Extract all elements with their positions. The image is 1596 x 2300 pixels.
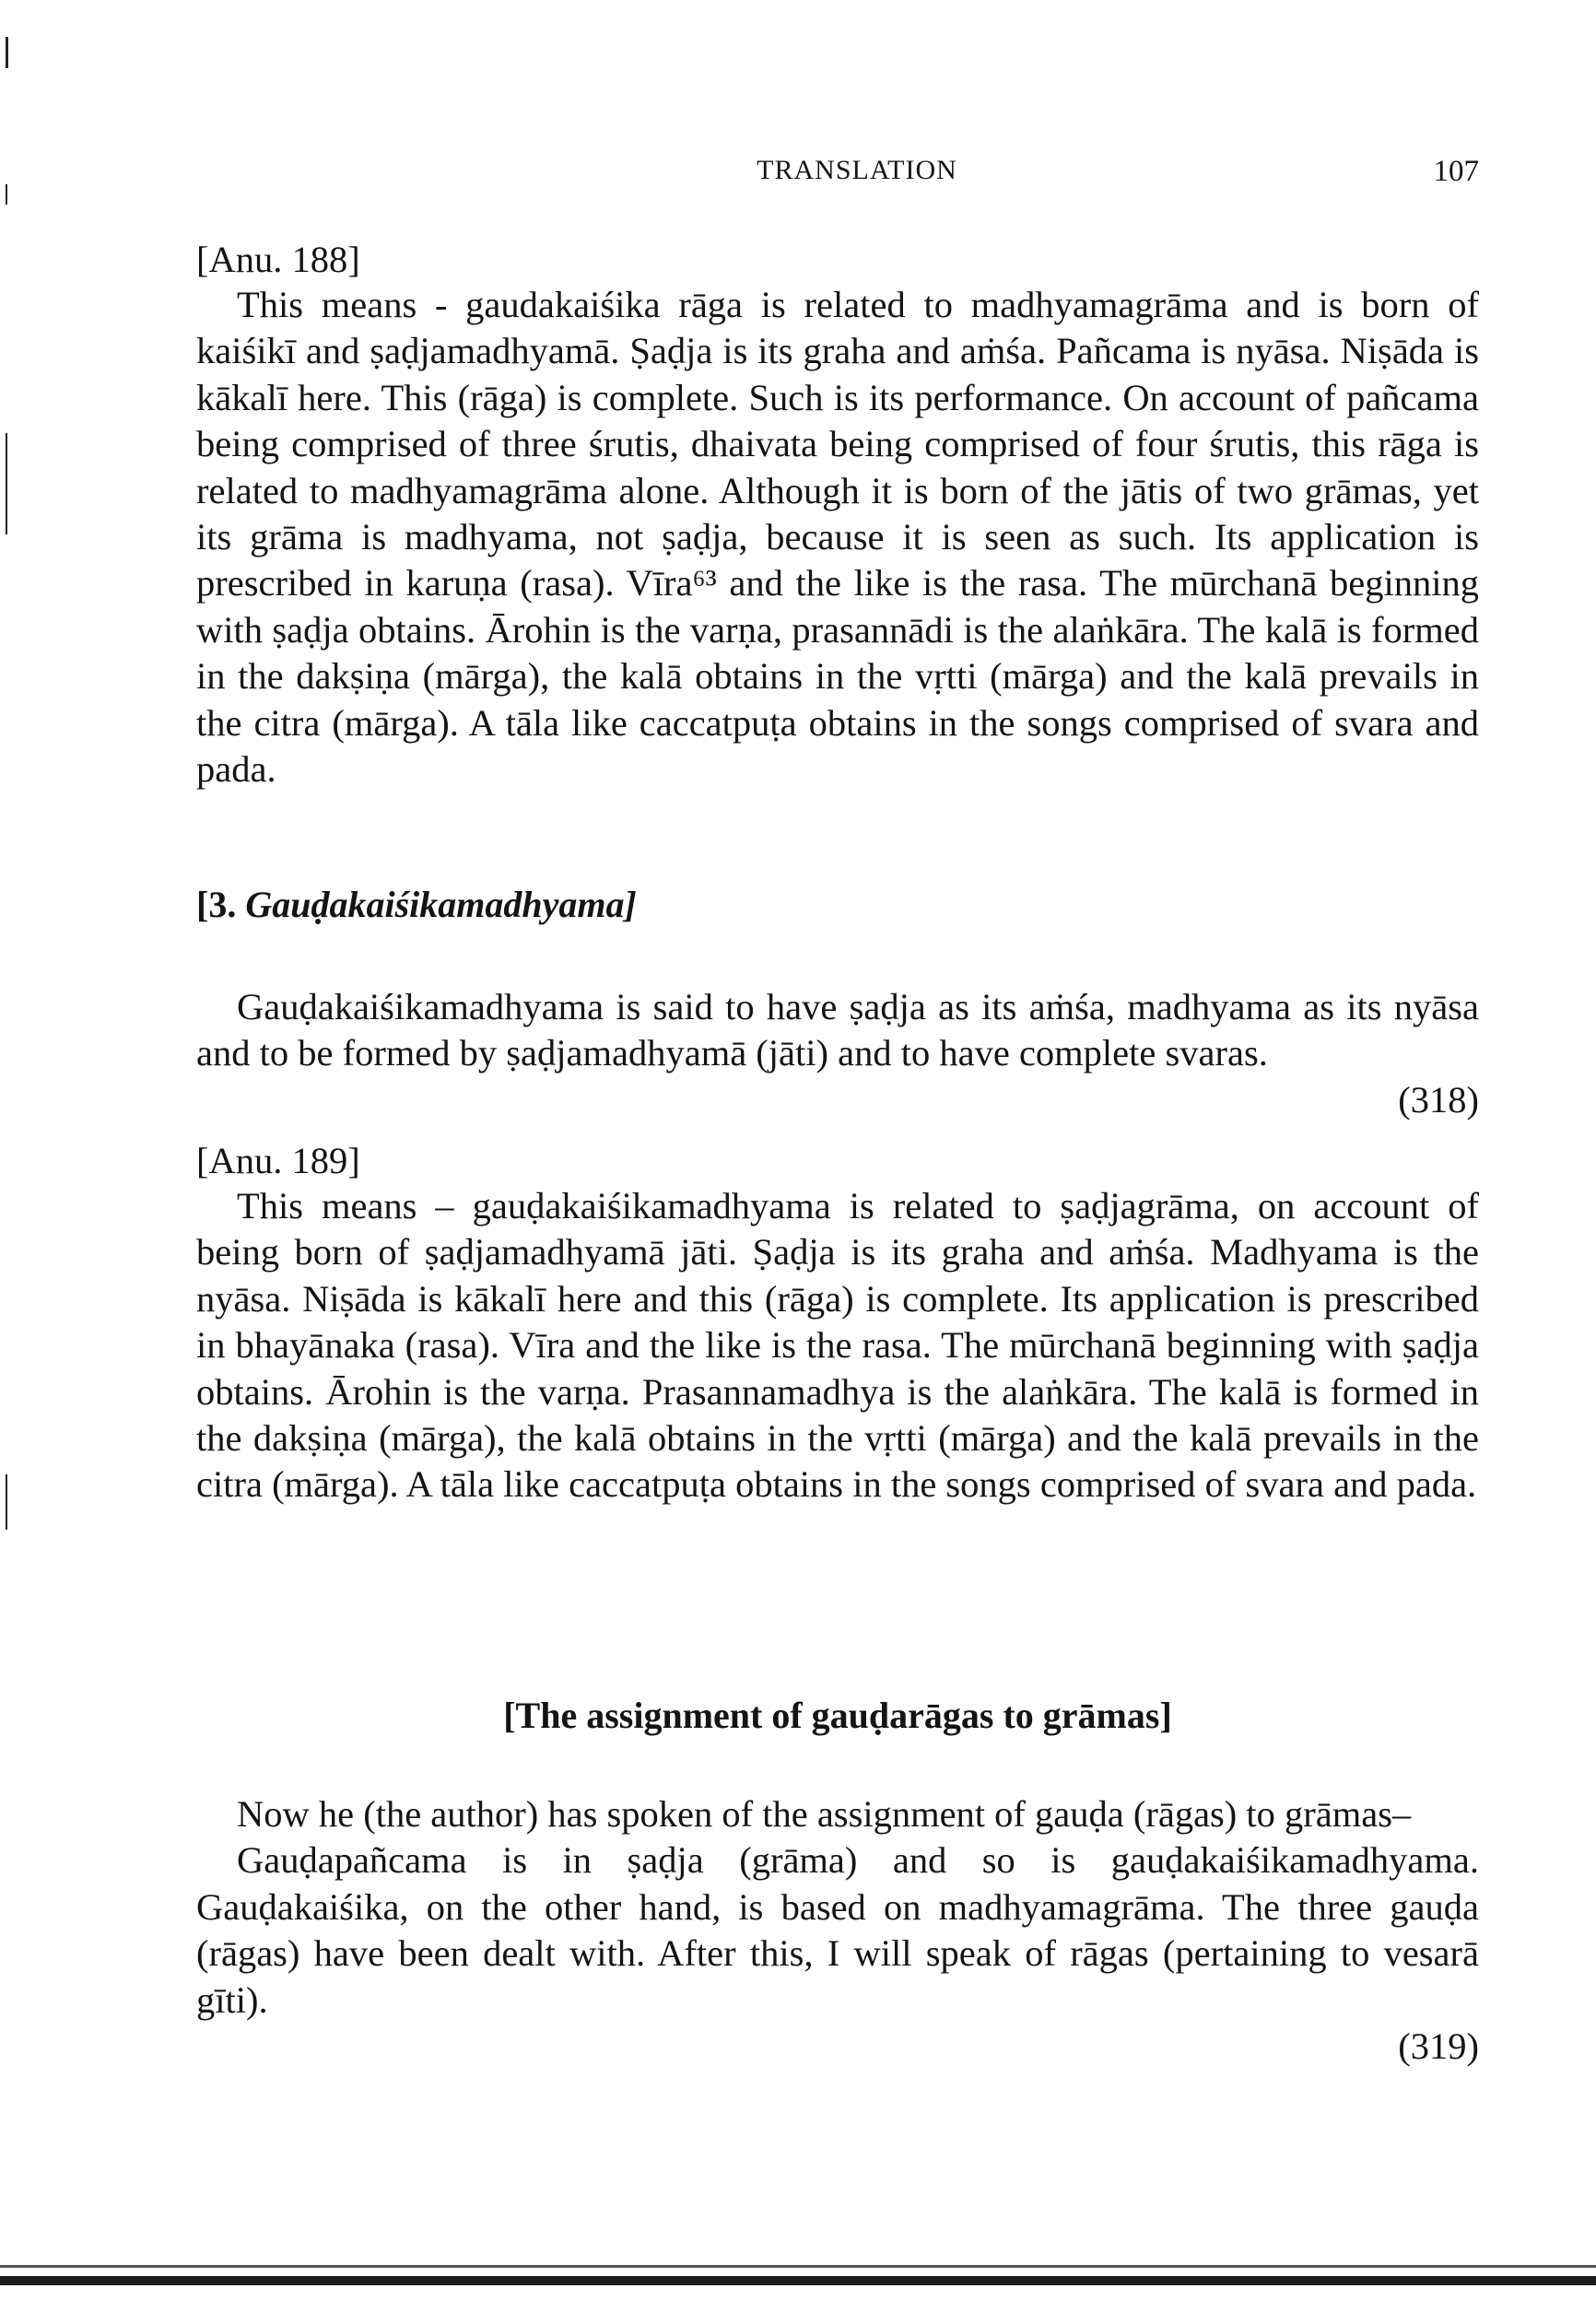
scan-gutter-mark	[6, 1474, 7, 1530]
scan-gutter-mark	[6, 433, 7, 534]
assignment-heading: [The assignment of gauḍarāgas to grāmas]	[503, 1695, 1172, 1736]
anu-189-label: [Anu. 189]	[196, 1140, 360, 1181]
verse-318-block	[196, 984, 1479, 1123]
verse-318-number: (318)	[1398, 1078, 1479, 1121]
page-header	[235, 155, 1479, 201]
commentary-paragraph: This means - gaudakaiśika rāga is related to madhyamagrāma and is born of kaiśikī and ṣaḍjamadhyamā. Ṣaḍja is its graha and aṁśa. Pañcama is nyāsa. Niṣāda is kākalī here. This (rāga) is complete. Such is its performance. On account of pañcama being comprised of three śrutis, dhaivata being comprised of four śrutis, this rāga is related to madhyamagrāma alone. Although it is born of the jātis of two grāmas, yet its grāma is madhyama, not ṣaḍja, because it is seen as such. Its application is prescribed in karuṇa (rasa). Vīra⁶³ and the like is the rasa. The mūrchanā beginning with ṣaḍja obtains. Ārohin is the varṇa, prasannādi is the alaṅkāra. The kalā is formed in the dakṣiṇa (mārga), the kalā obtains in the vṛtti (mārga) and the kalā prevails in the citra (mārga). A tāla like caccatpuṭa obtains in the songs comprised of svara and pada.	[196, 284, 1479, 791]
assignment-block	[196, 1791, 1479, 2070]
verse-318-text: Gauḍakaiśikamadhyama is said to have ṣaḍja as its aṁśa, madhyama as its nyāsa and to be formed by ṣaḍjamadhyamā (jāti) and to have complete svaras.	[196, 986, 1479, 1074]
assignment-intro: Now he (the author) has spoken of the assignment of gauḍa (rāgas) to grāmas–	[237, 1793, 1412, 1835]
section-3-heading	[196, 883, 637, 926]
scan-gutter-mark	[6, 184, 7, 205]
commentary-paragraph: This means – gauḍakaiśikamadhyama is related to ṣaḍjagrāma, on account of being born of ṣaḍjamadhyamā jāti. Ṣaḍja is its graha and aṁśa. Madhyama is the nyāsa. Niṣāda is kākalī here and this (rāga) is complete. Its application is prescribed in bhayānaka (rasa). Vīra and the like is the rasa. The mūrchanā beginning with ṣaḍja obtains. Ārohin is the varṇa. Prasannamadhya is the alaṅkāra. The kalā is formed in the dakṣiṇa (mārga), the kalā obtains in the vṛtti (mārga) and the kalā prevails in the citra (mārga). A tāla like caccatpuṭa obtains in the songs comprised of svara and pada.	[196, 1185, 1479, 1506]
anu-189-commentary	[196, 1183, 1479, 1508]
section-3-title: Gauḍakaiśikamadhyama]	[245, 884, 637, 925]
anu-188-commentary	[196, 282, 1479, 792]
verse-319-number: (319)	[1398, 2025, 1479, 2068]
scan-gutter-mark	[6, 37, 8, 68]
page-number: 107	[1433, 155, 1479, 188]
scan-edge-line	[0, 2265, 1596, 2268]
section-3-number: [3.	[196, 884, 237, 925]
scan-edge-band	[0, 2276, 1596, 2285]
running-head: TRANSLATION	[757, 155, 957, 185]
verse-319-text: Gauḍapañcama is in ṣaḍja (grāma) and so is gauḍakaiśikamadhyama. Gauḍakaiśika, on the other hand, is based on madhyamagrāma. The three gauḍa (rāgas) have been dealt with. After this, I will speak of rāgas (pertaining to vesarā gīti).	[196, 1839, 1479, 2021]
anu-188-label: [Anu. 188]	[196, 239, 360, 280]
